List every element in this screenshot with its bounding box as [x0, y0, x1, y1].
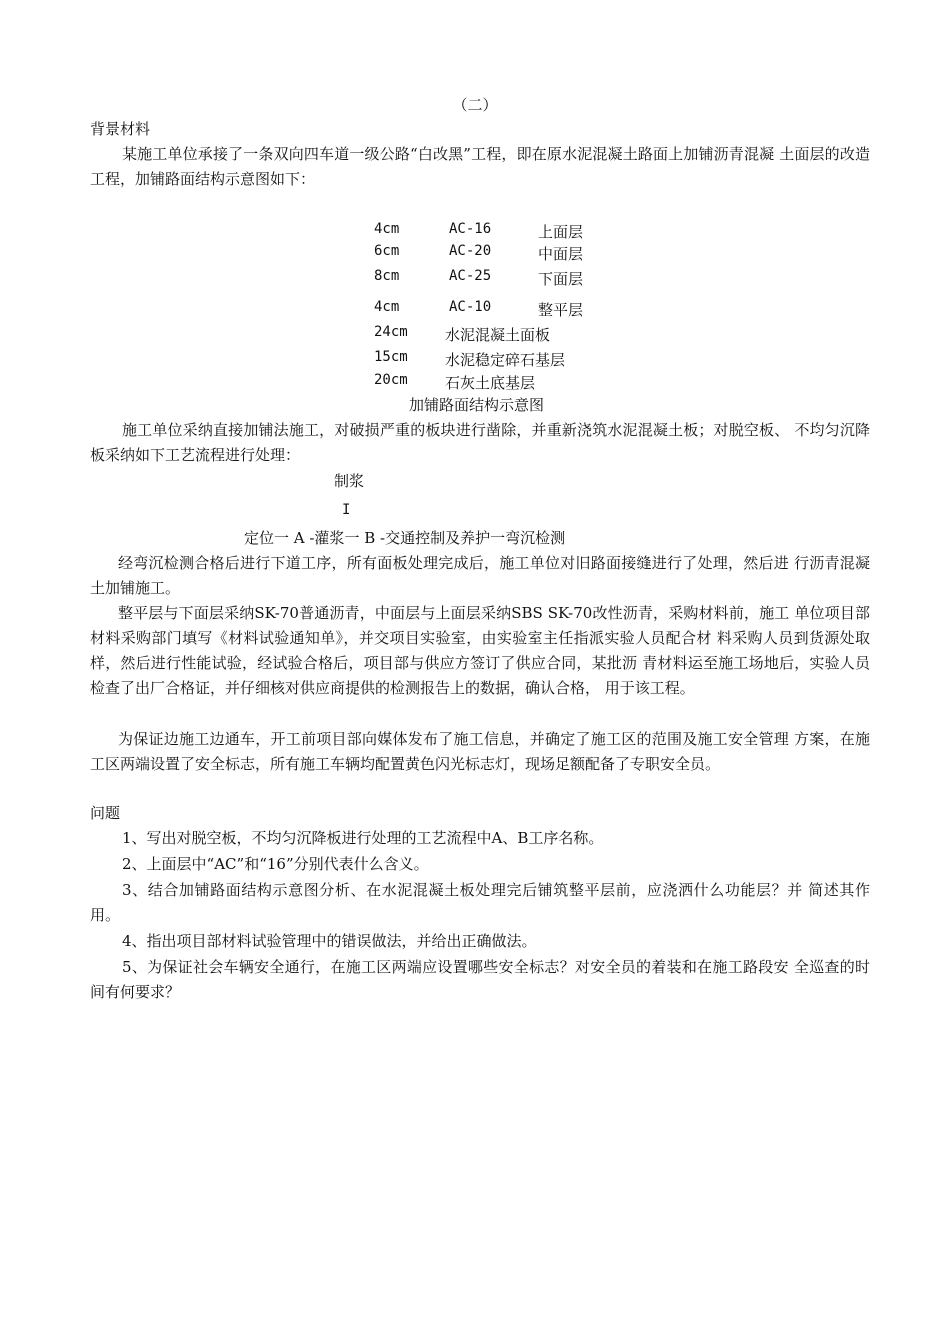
flow-main-line: 定位一 A -灌浆一 B -交通控制及养护一弯沉检测 — [244, 529, 566, 547]
background-heading: 背景材料 — [90, 120, 151, 138]
safety-paragraph: 为保证边施工边通车，开工前项目部向媒体发布了施工信息，并确定了施工区的范围及施工安全管理 方案，在施工区两端设置了安全标志，所有施工车辆均配置黄色闪光标志灯，现场足额配备了专职安全员。 — [90, 730, 870, 773]
structure-row — [0, 268, 950, 292]
intro-paragraph: 某施工单位承接了一条双向四车道一级公路“白改黑”工程，即在原水泥混凝土路面上加铺沥青混凝 土面层的改造工程，加铺路面结构示意图如下： — [90, 145, 870, 188]
layer-material: AC-16 — [449, 221, 492, 237]
question-item: 1、写出对脱空板，不均匀沉降板进行处理的工艺流程中A、B工序名称。 — [122, 829, 604, 847]
layer-material: AC-20 — [449, 243, 492, 259]
materials-paragraph: 整平层与下面层采纳SK-70普通沥青，中面层与上面层采纳SBS SK-70改性沥青，采购材料前，施工 单位项目部材料采购部门填写《材料试验通知单》，并交项目实验室，由实验室主任指派实验人员配合材 料采购人员到货源处取样，然后进行性能试验，经试验合格后，项目部与供应方签订了供应合同，某批沥 青材料运至施工场地后，实验人员检查了出厂合格证，并仔细核对供应商提供的检测报告上的数据，确认合格， 用于该工程。 — [90, 604, 870, 697]
question-item: 4、指出项目部材料试验管理中的错误做法，并给出正确做法。 — [122, 932, 537, 950]
layer-name: 上面层 — [538, 223, 584, 241]
method-paragraph: 施工单位采纳直接加铺法施工，对破损严重的板块进行凿除，并重新浇筑水泥混凝土板；对脱空板、 不均匀沉降板采纳如下工艺流程进行处理： — [90, 421, 870, 464]
layer-thickness: 4cm — [374, 299, 400, 315]
layer-thickness: 24cm — [374, 324, 408, 340]
section-title: （二） — [452, 96, 498, 114]
layer-thickness: 4cm — [374, 221, 400, 237]
structure-row — [0, 221, 950, 245]
layer-material: AC-10 — [449, 299, 492, 315]
structure-row — [0, 324, 950, 348]
flow-top-step: 制浆 — [334, 472, 365, 490]
layer-material: AC-25 — [449, 268, 492, 284]
layer-thickness: 8cm — [374, 268, 400, 284]
question-item: 2、上面层中“AC”和“16”分别代表什么含义。 — [122, 855, 429, 873]
layer-name: 下面层 — [538, 270, 584, 288]
structure-row — [0, 349, 950, 373]
layer-material: 水泥稳定碎石基层 — [445, 351, 566, 369]
question-item: 3、结合加铺路面结构示意图分析、在水泥混凝土板处理完后铺筑整平层前，应浇洒什么功能层？并 简述其作用。 — [90, 881, 870, 924]
structure-row — [0, 299, 950, 323]
diagram-caption: 加铺路面结构示意图 — [409, 396, 545, 414]
after-test-paragraph: 经弯沉检测合格后进行下道工序，所有面板处理完成后，施工单位对旧路面接缝进行了处理，然后进 行沥青混凝土加铺施工。 — [90, 554, 870, 597]
structure-row — [0, 372, 950, 396]
layer-thickness: 20cm — [374, 372, 408, 388]
question-item: 5、为保证社会车辆安全通行，在施工区两端应设置哪些安全标志？对安全员的着装和在施工路段安 全巡查的时间有何要求？ — [90, 958, 870, 1001]
layer-thickness: 6cm — [374, 243, 400, 259]
flow-connector: I — [342, 502, 351, 518]
layer-thickness: 15cm — [374, 349, 408, 365]
layer-name: 整平层 — [538, 301, 584, 319]
layer-material: 石灰土底基层 — [445, 374, 536, 392]
questions-heading: 问题 — [90, 804, 121, 822]
layer-material: 水泥混凝土面板 — [445, 326, 551, 344]
structure-row — [0, 243, 950, 267]
layer-name: 中面层 — [538, 245, 584, 263]
